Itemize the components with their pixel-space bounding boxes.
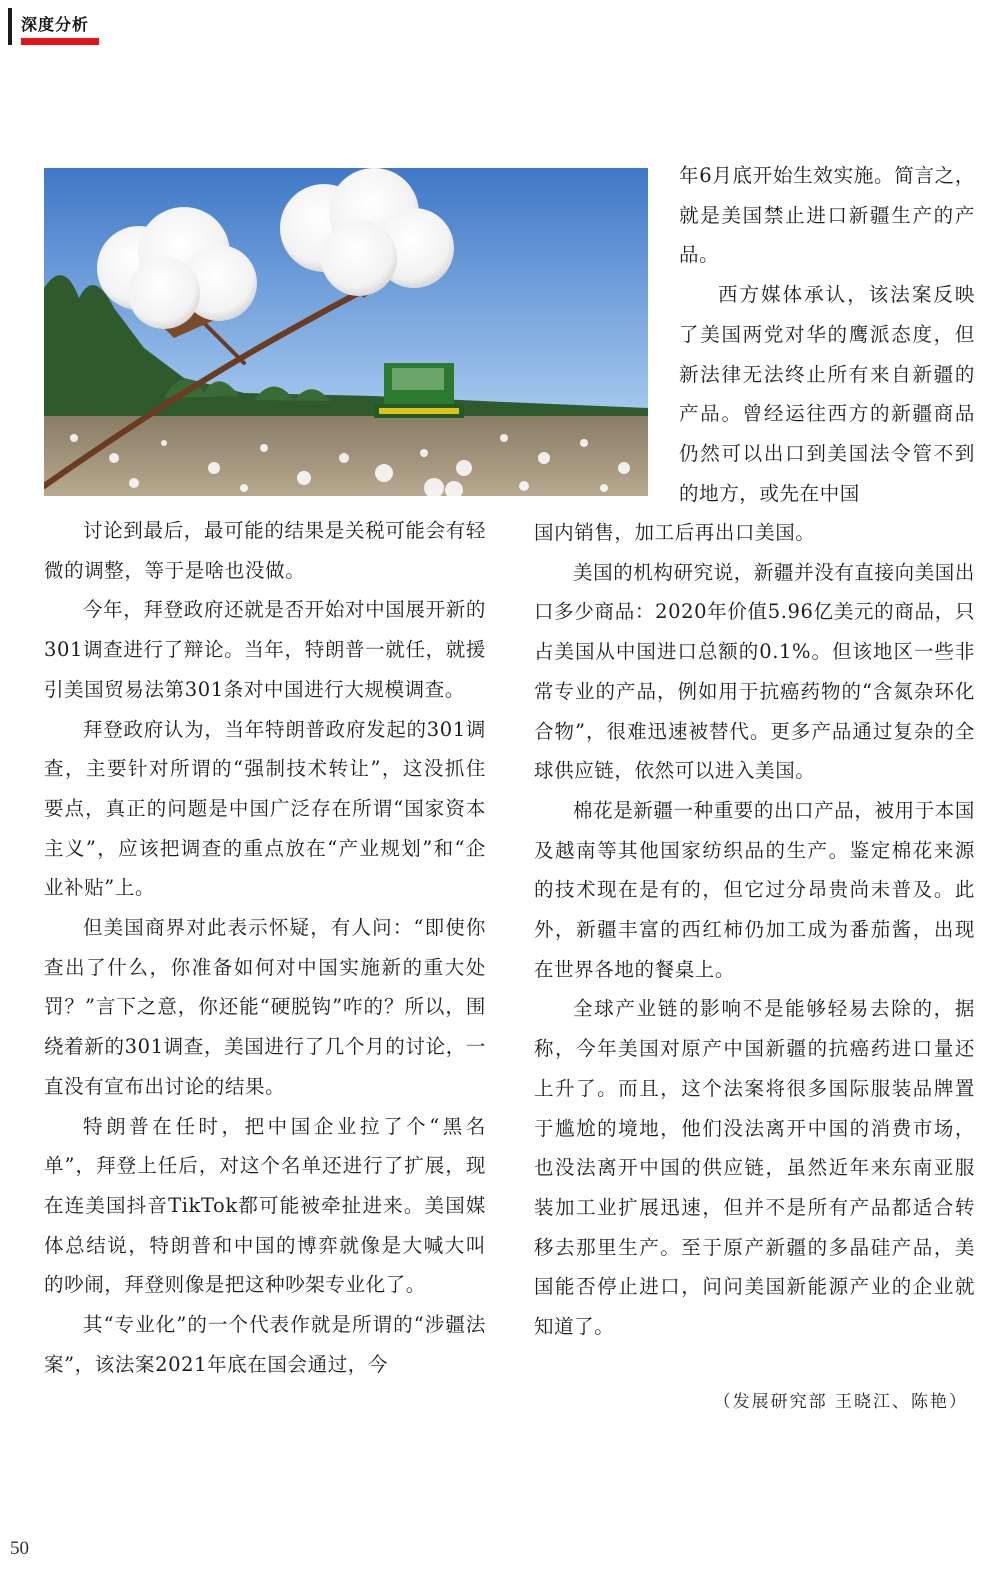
paragraph: 年6月底开始生效实施。简言之，就是美国禁止进口新疆生产的产品。 bbox=[679, 164, 975, 267]
right-column-top-text bbox=[679, 156, 975, 513]
paragraph: 西方媒体承认，该法案反映了美国两党对华的鹰派态度，但新法律无法终止所有来自新疆的产品。曾经运往西方的新疆商品仍然可以出口到美国法令管不到的地方，或先在中国 bbox=[679, 283, 975, 505]
paragraph: 棉花是新疆一种重要的出口产品，被用于本国及越南等其他国家纺织品的生产。鉴定棉花来源的技术现在是有的，但它过分昂贵尚未普及。此外，新疆丰富的西红柿仍加工成为番茄酱，出现在世界各地的餐桌上。 bbox=[534, 798, 976, 981]
paragraph: 国内销售，加工后再出口美国。 bbox=[534, 521, 816, 544]
header-red-underline bbox=[21, 38, 99, 45]
author-credit: （发展研究部 王晓江、陈艳） bbox=[713, 1392, 968, 1412]
section-header bbox=[8, 8, 108, 48]
paragraph: 全球产业链的影响不是能够轻易去除的，据称，今年美国对原产中国新疆的抗癌药进口量还上升了。而且，这个法案将很多国际服装品牌置于尴尬的境地，他们没法离开中国的消费市场，也没法离开中国的供应链，虽然近年来东南亚服装加工业扩展迅速，但并不是所有产品都适合转移去那里生产。至于原产新疆的多晶硅产品，美国能否停止进口，问问美国新能源产业的企业就知道了。 bbox=[534, 997, 975, 1339]
paragraph: 美国的机构研究说，新疆并没有直接向美国出口多少商品：2020年价值5.96亿美元的商品，只占美国从中国进口总额的0.1%。但该地区一些非常专业的产品，例如用于抗癌药物的“含氮杂环化合物”，很难迅速被替代。更多产品通过复杂的全球供应链，依然可以进入美国。 bbox=[534, 560, 976, 783]
paragraph: 今年，拜登政府还就是否开始对中国展开新的301调查进行了辩论。当年，特朗普一就任，就援引美国贸易法第301条对中国进行大规模调查。 bbox=[44, 598, 486, 701]
paragraph: 但美国商界对此表示怀疑，有人问：“即使你查出了什么，你准备如何对中国实施新的重大处罚？”言下之意，你还能“硬脱钩”咋的？所以，围绕着新的301调查，美国进行了几个月的讨论，一直没有宣布出讨论的结果。 bbox=[44, 916, 486, 1098]
paragraph: 拜登政府认为，当年特朗普政府发起的301调查，主要针对所谓的“强制技术转让”，这没抓住要点，真正的问题是中国广泛存在所谓“国家资本主义”，应该把调查的重点放在“产业规划”和“企业补贴”上。 bbox=[44, 717, 486, 900]
section-label: 深度分析 bbox=[21, 15, 90, 34]
paragraph: 特朗普在任时，把中国企业拉了个“黑名单”，拜登上任后，对这个名单还进行了扩展，现在连美国抖音TikTok都可能被牵扯进来。美国媒体总结说，特朗普和中国的博弈就像是大喊大叫的吵闹，拜登则像是把这种吵架专业化了。 bbox=[44, 1114, 486, 1297]
right-column-bottom-text bbox=[534, 513, 975, 1347]
left-column-text bbox=[44, 511, 486, 1384]
cotton-field-photo bbox=[44, 168, 648, 496]
page-number: 50 bbox=[10, 1538, 29, 1559]
paragraph: 其“专业化”的一个代表作就是所谓的“涉疆法案”，该法案2021年底在国会通过，今 bbox=[44, 1313, 486, 1376]
header-vertical-bar bbox=[8, 8, 12, 45]
paragraph: 讨论到最后，最可能的结果是关税可能会有轻微的调整，等于是啥也没做。 bbox=[44, 519, 486, 582]
